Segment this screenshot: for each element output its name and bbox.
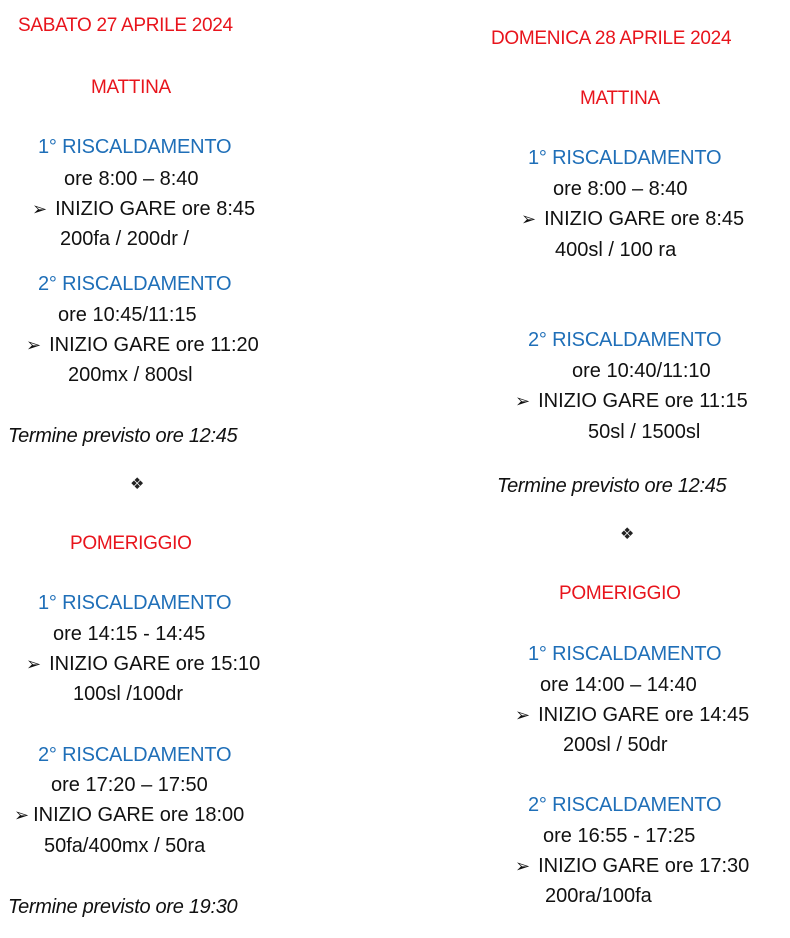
right-morning-warmup1-title: 1° RISCALDAMENTO	[528, 147, 722, 169]
left-afternoon-end: Termine previsto ore 19:30	[8, 896, 238, 918]
left-morning-heading: MATTINA	[91, 77, 171, 98]
left-morning-warmup2-time: ore 10:45/11:15	[58, 304, 197, 326]
left-afternoon-warmup2-title: 2° RISCALDAMENTO	[38, 744, 232, 766]
left-morning-warmup1-events: 200fa / 200dr /	[60, 228, 189, 250]
right-date: DOMENICA 28 APRILE 2024	[491, 28, 732, 49]
right-afternoon-warmup2-time: ore 16:55 - 17:25	[543, 825, 696, 847]
left-date: SABATO 27 APRILE 2024	[18, 15, 233, 36]
left-afternoon-warmup2-time: ore 17:20 – 17:50	[51, 774, 208, 796]
start-text: INIZIO GARE ore 17:30	[538, 855, 750, 877]
right-afternoon-warmup2-title: 2° RISCALDAMENTO	[528, 794, 722, 816]
arrow-icon: ➢	[14, 805, 30, 825]
right-morning-warmup2-time: ore 10:40/11:10	[572, 360, 711, 382]
left-morning-warmup1-time: ore 8:00 – 8:40	[64, 168, 199, 190]
arrow-icon: ➢	[515, 705, 531, 725]
arrow-icon: ➢	[26, 654, 42, 674]
right-morning-warmup1-time: ore 8:00 – 8:40	[553, 178, 688, 200]
right-morning-end: Termine previsto ore 12:45	[497, 475, 727, 497]
separator-diamond-icon: ❖	[130, 476, 145, 493]
left-morning-warmup1-title: 1° RISCALDAMENTO	[38, 136, 232, 158]
left-morning-warmup2-title: 2° RISCALDAMENTO	[38, 273, 232, 295]
right-morning-warmup2-events: 50sl / 1500sl	[588, 421, 701, 443]
right-morning-heading: MATTINA	[580, 88, 660, 109]
right-afternoon-warmup2-start	[515, 856, 749, 876]
right-afternoon-heading: POMERIGGIO	[559, 583, 681, 604]
right-afternoon-warmup1-title: 1° RISCALDAMENTO	[528, 643, 722, 665]
separator-diamond-icon: ❖	[620, 526, 635, 543]
right-afternoon-warmup1-time: ore 14:00 – 14:40	[540, 674, 697, 696]
start-text: INIZIO GARE ore 14:45	[538, 704, 750, 726]
arrow-icon: ➢	[26, 335, 42, 355]
arrow-icon: ➢	[521, 209, 537, 229]
left-afternoon-warmup1-events: 100sl /100dr	[73, 683, 184, 705]
right-morning-warmup1-start	[521, 209, 744, 229]
right-morning-warmup1-events: 400sl / 100 ra	[555, 239, 677, 261]
right-afternoon-warmup1-events: 200sl / 50dr	[563, 734, 668, 756]
left-afternoon-warmup1-time: ore 14:15 - 14:45	[53, 623, 206, 645]
right-afternoon-warmup1-start	[515, 705, 749, 725]
left-afternoon-heading: POMERIGGIO	[70, 533, 192, 554]
right-morning-warmup2-title: 2° RISCALDAMENTO	[528, 329, 722, 351]
start-text: INIZIO GARE ore 11:20	[49, 334, 259, 356]
left-afternoon-warmup2-start	[14, 805, 244, 825]
left-morning-end: Termine previsto ore 12:45	[8, 425, 238, 447]
left-morning-warmup2-start	[26, 335, 259, 355]
left-afternoon-warmup1-title: 1° RISCALDAMENTO	[38, 592, 232, 614]
start-text: INIZIO GARE ore 15:10	[49, 653, 261, 675]
start-text: INIZIO GARE ore 18:00	[33, 804, 245, 826]
left-morning-warmup1-start	[32, 199, 255, 219]
start-text: INIZIO GARE ore 11:15	[538, 390, 748, 412]
right-afternoon-warmup2-events: 200ra/100fa	[545, 885, 652, 907]
right-morning-warmup2-start	[515, 391, 748, 411]
left-morning-warmup2-events: 200mx / 800sl	[68, 364, 193, 386]
arrow-icon: ➢	[32, 199, 48, 219]
arrow-icon: ➢	[515, 391, 531, 411]
left-afternoon-warmup1-start	[26, 654, 260, 674]
arrow-icon: ➢	[515, 856, 531, 876]
start-text: INIZIO GARE ore 8:45	[55, 198, 256, 220]
start-text: INIZIO GARE ore 8:45	[544, 208, 745, 230]
left-afternoon-warmup2-events: 50fa/400mx / 50ra	[44, 835, 206, 857]
